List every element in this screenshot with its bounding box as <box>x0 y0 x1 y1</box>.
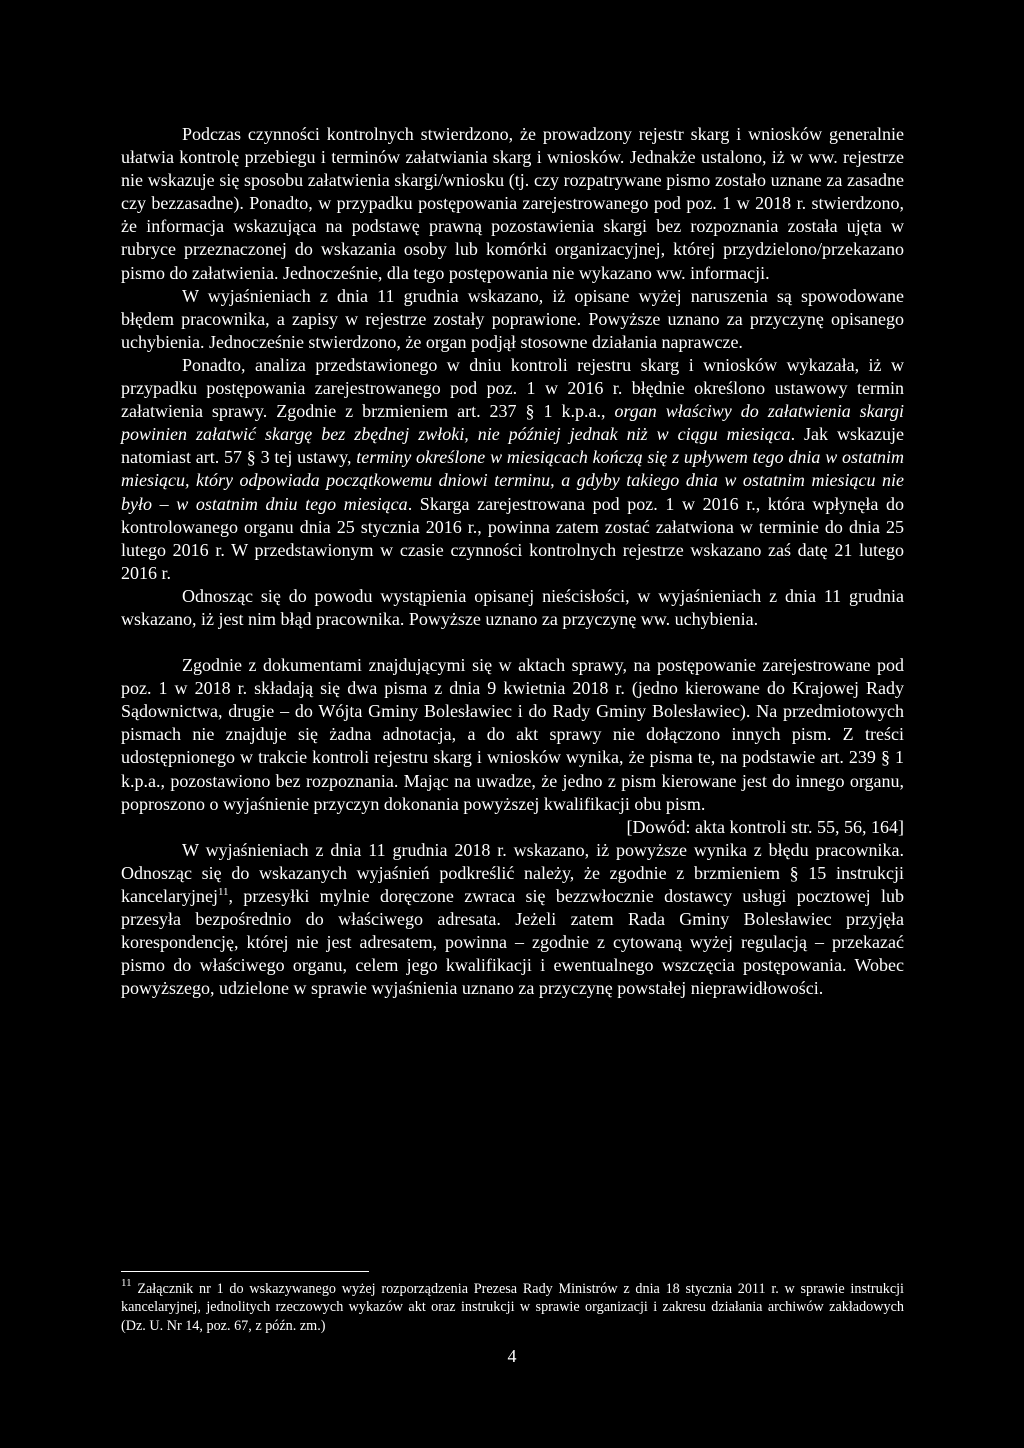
text-segment: Ponadto, analiza przedstawionego w dniu kontroli rejestru skarg i wniosków wykazała, iż w przypadku postępowania zarejestrowanego pod poz. 1 w 2016 r. błędnie określono ustawowy termin załatwienia sprawy. Zgodnie z brzmieniem art. 237 § 1 k.p.a., <box>121 354 904 422</box>
body-paragraph <box>121 654 904 816</box>
footnote-reference: 11 <box>217 886 229 898</box>
text-segment: Odnosząc się do powodu wystąpienia opisanej nieścisłości, w wyjaśnieniach z dnia 11 grudnia wskazano, iż jest nim błąd pracownika. Powyższe uznano za przyczynę ww. uchybienia. <box>121 585 904 629</box>
footnote-text: Załącznik nr 1 do wskazywanego wyżej rozporządzenia Prezesa Rady Ministrów z dnia 18 stycznia 2011 r. w sprawie instrukcji kancelaryjnej, jednolitych rzeczowych wykazów akt oraz instrukcji w sprawie organizacji i zakresu działania archiwów zakładowych (Dz. U. Nr 14, poz. 67, z późn. zm.) <box>121 1281 904 1334</box>
body-paragraph <box>121 354 904 585</box>
footnote <box>121 1277 904 1335</box>
footnote-marker: 11 <box>121 1277 132 1289</box>
evidence-reference <box>121 816 904 839</box>
footnote-paragraph <box>121 1277 904 1335</box>
text-segment: , przesyłki mylnie doręczone zwraca się bezzwłocznie dostawcy usługi pocztowej lub przesyła bezpośrednio do właściwego adresata. Jeżeli zatem Rada Gminy Bolesławiec przyjęła korespondencję, której nie jest adresatem, powinna – zgodnie z cytowaną wyżej regulacją – przekazać pismo do właściwego organu, celem jego kwalifikacji i ewentualnego wszczęcia postępowania. Wobec powyższego, udzielone w sprawie wyjaśnienia uznano za przyczynę powstałej nieprawidłowości. <box>121 886 904 999</box>
text-segment: W wyjaśnieniach z dnia 11 grudnia 2018 r. wskazano, iż powyższe wynika z błędu pracownika. Odnosząc się do wskazanych wyjaśnień podkreślić należy, że zgodnie z brzmieniem § 15 instrukcji kancelaryjnej <box>121 839 904 906</box>
text-segment: Podczas czynności kontrolnych stwierdzono, że prowadzony rejestr skarg i wniosków generalnie ułatwia kontrolę przebiegu i terminów załatwiania skarg i wniosków. Jednakże ustalono, iż w ww. rejestrze nie wskazuje się sposobu załatwienia skargi/wniosku (tj. czy rozpatrywane pismo zostało uznane za zasadne czy bezzasadne). Ponadto, w przypadku postępowania zarejestrowanego pod poz. 1 w 2018 r. stwierdzono, że informacja wskazująca na podstawę prawną pozostawienia skargi bez rozpoznania została ujęta w rubryce przeznaczonej do wskazania osoby lub komórki organizacyjnej, której przydzielono/przekazano pismo do załatwienia. Jednocześnie, dla tego postępowania nie wykazano ww. informacji. <box>121 124 904 283</box>
body-paragraph <box>121 123 904 285</box>
quoted-text: organ właściwy do załatwienia skargi powinien załatwić skargę bez zbędnej zwłoki, nie później jednak niż w ciągu miesiąca <box>121 401 905 445</box>
text-segment: . Skarga zarejestrowana pod poz. 1 w 2016 r., która wpłynęła do kontrolowanego organu dnia 25 stycznia 2016 r., powinna zatem zostać załatwiona w terminie do dnia 25 lutego 2016 r. W przedstawionym w czasie czynności kontrolnych rejestrze wskazano zaś datę 21 lutego 2016 r. <box>121 493 905 583</box>
text-segment: W wyjaśnieniach z dnia 11 grudnia wskazano, iż opisane wyżej naruszenia są spowodowane błędem pracownika, a zapisy w rejestrze zostały poprawione. Powyższe uznano za przyczynę opisanego uchybienia. Jednocześnie stwierdzono, że organ podjął stosowne działania naprawcze. <box>121 285 904 352</box>
quoted-text: terminy określone w miesiącach kończą się z upływem tego dnia w ostatnim miesiącu, który odpowiada początkowemu dniowi terminu, a gdyby takiego dnia w ostatnim miesiącu nie było – w ostatnim dniu tego miesiąca <box>121 447 904 514</box>
body-paragraph <box>121 285 904 354</box>
text-segment: Zgodnie z dokumentami znajdującymi się w aktach sprawy, na postępowanie zarejestrowane pod poz. 1 w 2018 r. składają się dwa pisma z dnia 9 kwietnia 2018 r. (jedno kierowane do Krajowej Rady Sądownictwa, drugie – do Wójta Gminy Bolesławiec i do Rady Gminy Bolesławiec). Na przedmiotowych pismach nie znajduje się żadna adnotacja, a do akt sprawy nie dołączono innych pism. Z treści udostępnionego w trakcie kontroli rejestru skarg i wniosków wynika, że pisma te, na podstawie art. 239 § 1 k.p.a., pozostawiono bez rozpoznania. Mając na uwadze, że jedno z pism kierowane jest do innego organu, poproszono o wyjaśnienie przyczyn dokonania powyższej kwalifikacji obu pism. <box>121 655 904 814</box>
body-paragraph <box>121 839 904 1001</box>
page-number: 4 <box>507 1346 517 1366</box>
body-paragraph <box>121 585 904 631</box>
footnote-separator <box>121 1271 369 1272</box>
text-segment: [Dowód: akta kontroli str. 55, 56, 164] <box>626 816 904 837</box>
body-text <box>121 123 904 1000</box>
text-segment: . Jak wskazuje natomiast art. 57 § 3 tej ustawy, <box>121 424 904 468</box>
